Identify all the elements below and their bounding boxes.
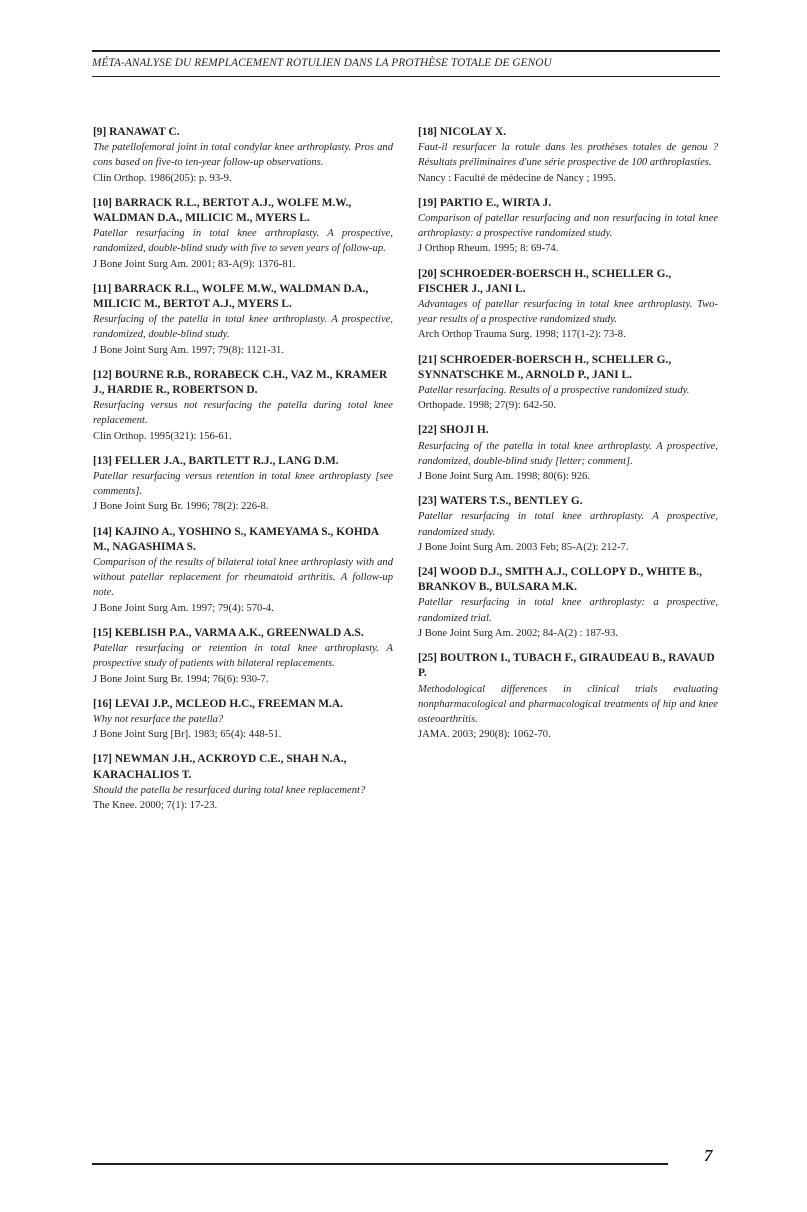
reference-entry — [93, 454, 393, 515]
reference-entry — [93, 368, 393, 444]
reference-title: The patellofemoral joint in total condylar knee arthroplasty. Pros and cons based on five-to ten-year follow-up observations. — [93, 142, 393, 169]
reference-source: Clin Orthop. 1986(205): p. 93-9. — [93, 172, 232, 184]
reference-authors: [25] BOUTRON I., TUBACH F., GIRAUDEAU B., RAVAUD P. — [418, 652, 715, 680]
reference-entry — [93, 282, 393, 358]
reference-title: Faut-il resurfacer la rotule dans les prothèses totales de genou ? Résultats préliminaires d'une série prospective de 100 arthroplasties. — [418, 142, 718, 169]
reference-title: Comparison of the results of bilateral total knee arthroplasty with and without patellar replacement for rheumatoid arthritis. A follow-up note. — [93, 557, 393, 599]
reference-authors: [19] PARTIO E., WIRTA J. — [418, 196, 552, 209]
reference-source: J Bone Joint Surg Br. 1996; 78(2): 226-8. — [93, 501, 269, 513]
reference-title: Patellar resurfacing versus retention in total knee arthroplasty [see comments]. — [93, 471, 393, 498]
reference-title: Methodological differences in clinical trials evaluating nonpharmacological and pharmacological treatments of hip and knee osteoarthritis. — [418, 683, 718, 725]
reference-source: J Bone Joint Surg Am. 1997; 79(4): 570-4. — [93, 602, 274, 614]
reference-authors: [17] NEWMAN J.H., ACKROYD C.E., SHAH N.A., KARACHALIOS T. — [93, 753, 347, 781]
reference-authors: [21] SCHROEDER-BOERSCH H., SCHELLER G., SYNNATSCHKE M., ARNOLD P., JANI L. — [418, 353, 672, 381]
reference-authors: [20] SCHROEDER-BOERSCH H., SCHELLER G., FISCHER J., JANI L. — [418, 267, 672, 295]
reference-source: J Bone Joint Surg Br. 1994; 76(6): 930-7. — [93, 673, 269, 685]
footer-rule — [92, 1163, 668, 1165]
reference-title: Resurfacing of the patella in total knee arthroplasty. A prospective, randomized, double-blind study. — [93, 314, 393, 341]
reference-entry — [93, 125, 393, 186]
reference-title: Patellar resurfacing or retention in total knee arthroplasty. A prospective study of patients with bilateral replacements. — [93, 643, 393, 670]
reference-title: Why not resurface the patella? — [93, 713, 224, 725]
reference-entry — [93, 525, 393, 616]
reference-entry — [93, 196, 393, 272]
reference-column-left — [93, 125, 393, 823]
reference-source: Clin Orthop. 1995(321): 156-61. — [93, 430, 232, 442]
reference-authors: [24] WOOD D.J., SMITH A.J., COLLOPY D., WHITE B., BRANKOV B., BULSARA M.K. — [418, 566, 702, 594]
reference-source: J Bone Joint Surg Am. 1998; 80(6): 926. — [418, 471, 590, 483]
reference-source: J Bone Joint Surg Am. 2002; 84-A(2) : 187-93. — [418, 627, 618, 639]
reference-authors: [22] SHOJI H. — [418, 424, 489, 437]
reference-authors: [9] RANAWAT C. — [93, 126, 180, 138]
reference-title: Patellar resurfacing. Results of a prospective randomized study. — [418, 385, 690, 397]
reference-title: Resurfacing versus not resurfacing the patella during total knee replacement. — [93, 400, 393, 427]
running-head: MÉTA-ANALYSE DU REMPLACEMENT ROTULIEN DANS LA PROTHÈSE TOTALE DE GENOU — [92, 57, 552, 69]
reference-entry — [93, 626, 393, 687]
reference-title: Comparison of patellar resurfacing and non resurfacing in total knee arthroplasty: a prospective randomized study. — [418, 213, 718, 240]
reference-source: J Bone Joint Surg Am. 2001; 83-A(9): 1376-81. — [93, 258, 296, 270]
reference-source: Orthopade. 1998; 27(9): 642-50. — [418, 400, 556, 412]
reference-source: J Bone Joint Surg [Br]. 1983; 65(4): 448-51. — [93, 729, 282, 741]
reference-title: Patellar resurfacing in total knee arthroplasty. A prospective, randomized, double-blind study with five to seven years of follow-up. — [93, 228, 393, 255]
reference-entry — [418, 125, 718, 186]
reference-entry — [418, 651, 718, 742]
reference-source: J Bone Joint Surg Am. 2003 Feb; 85-A(2): 212-7. — [418, 541, 629, 553]
reference-authors: [13] FELLER J.A., BARTLETT R.J., LANG D.M. — [93, 454, 339, 467]
reference-source: Arch Orthop Trauma Surg. 1998; 117(1-2): 73-8. — [418, 329, 626, 341]
reference-entry — [93, 697, 393, 743]
reference-entry — [418, 267, 718, 343]
reference-source: JAMA. 2003; 290(8): 1062-70. — [418, 729, 551, 741]
reference-title: Patellar resurfacing in total knee arthroplasty. A prospective, randomized study. — [418, 511, 718, 538]
page-number: 7 — [704, 1146, 713, 1165]
reference-entry — [93, 752, 393, 813]
reference-title: Advantages of patellar resurfacing in total knee arthroplasty. Two-year results of a prospective randomized study. — [418, 299, 718, 326]
reference-authors: [18] NICOLAY X. — [418, 126, 507, 138]
reference-entry — [418, 423, 718, 484]
reference-entry — [418, 565, 718, 641]
reference-authors: [10] BARRACK R.L., BERTOT A.J., WOLFE M.W., WALDMAN D.A., MILICIC M., MYERS L. — [93, 196, 352, 225]
reference-authors: [11] BARRACK R.L., WOLFE M.W., WALDMAN D.A., MILICIC M., BERTOT A.J., MYERS L. — [93, 282, 369, 311]
reference-source: Nancy : Faculté de médecine de Nancy ; 1995. — [418, 172, 616, 184]
reference-authors: [15] KEBLISH P.A., VARMA A.K., GREENWALD A.S. — [93, 626, 364, 639]
reference-title: Resurfacing of the patella in total knee arthroplasty. A prospective, randomized, double-blind study [letter; comment]. — [418, 440, 718, 467]
reference-source: J Orthop Rheum. 1995; 8: 69-74. — [418, 243, 559, 255]
reference-authors: [14] KAJINO A., YOSHINO S., KAMEYAMA S., KOHDA M., NAGASHIMA S. — [93, 525, 379, 553]
reference-entry — [418, 353, 718, 414]
reference-authors: [16] LEVAI J.P., MCLEOD H.C., FREEMAN M.A. — [93, 697, 343, 710]
reference-authors: [23] WATERS T.S., BENTLEY G. — [418, 495, 583, 508]
reference-title: Patellar resurfacing in total knee arthroplasty: a prospective, randomized trial. — [418, 597, 718, 624]
reference-title: Should the patella be resurfaced during total knee replacement? — [93, 784, 366, 796]
header-rule-top — [92, 50, 720, 52]
reference-authors: [12] BOURNE R.B., RORABECK C.H., VAZ M., KRAMER J., HARDIE R., ROBERTSON D. — [93, 368, 388, 397]
reference-entry — [418, 494, 718, 555]
reference-source: J Bone Joint Surg Am. 1997; 79(8): 1121-31. — [93, 344, 284, 356]
header-rule-bottom — [92, 76, 720, 77]
reference-column-right — [418, 125, 718, 752]
reference-source: The Knee. 2000; 7(1): 17-23. — [93, 799, 218, 811]
reference-entry — [418, 196, 718, 257]
